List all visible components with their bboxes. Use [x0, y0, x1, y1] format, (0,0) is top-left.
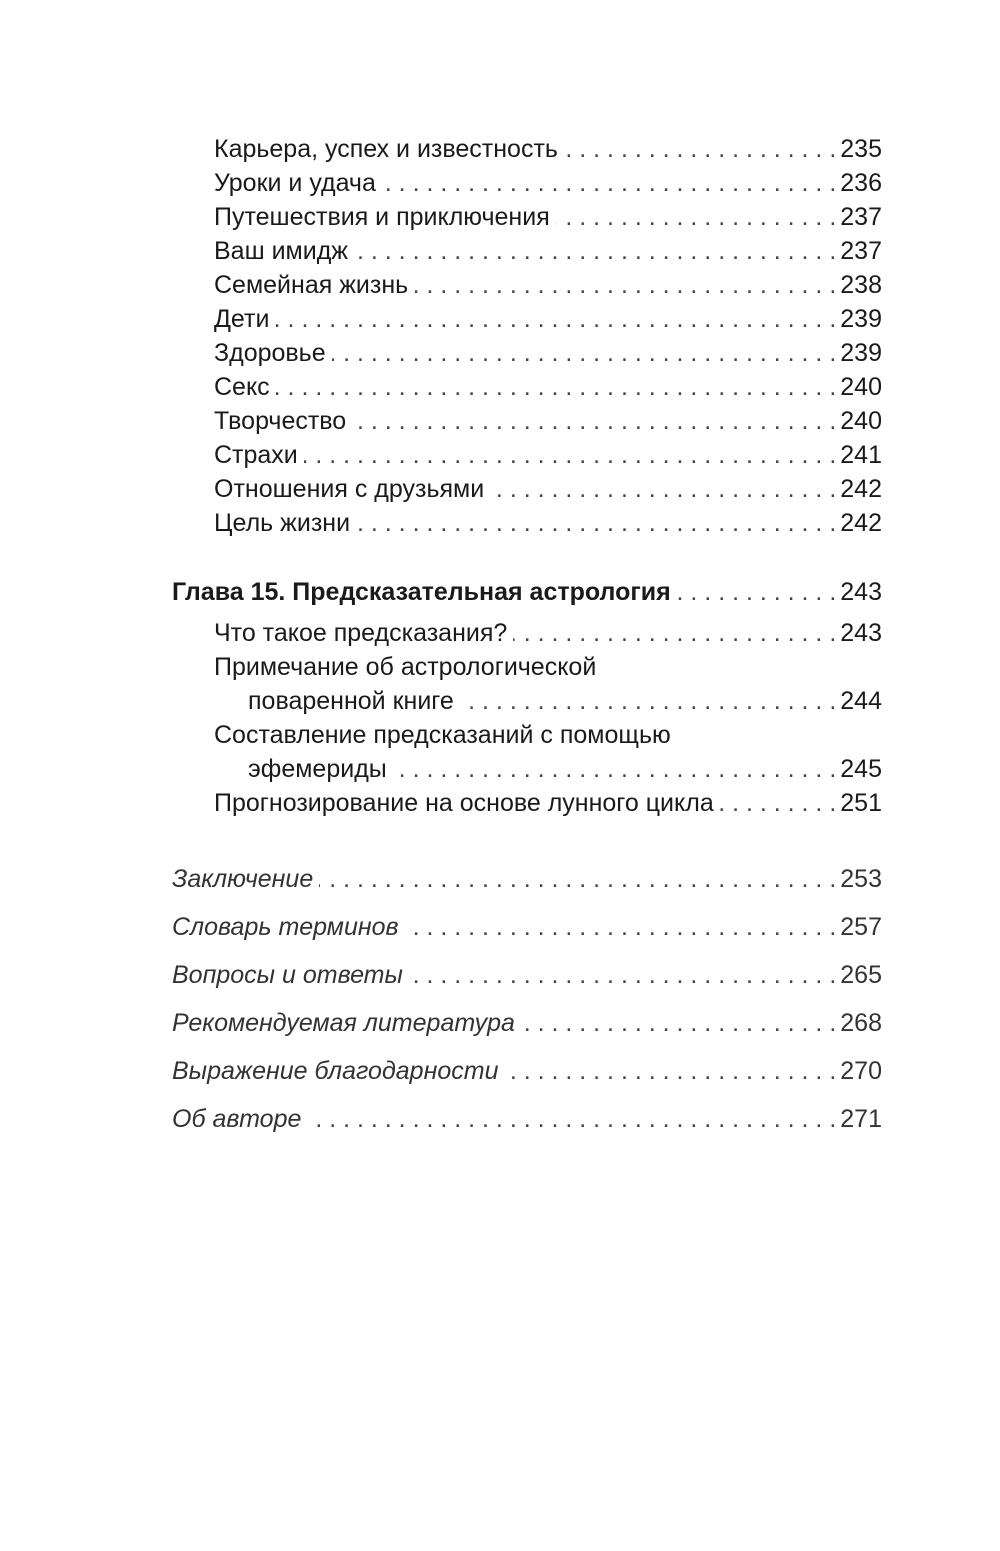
dot-leader	[304, 438, 837, 472]
toc-entry-title: Что такое предсказания?	[214, 619, 508, 647]
toc-entry-page: 238	[840, 271, 882, 299]
toc-entry[interactable]	[214, 234, 882, 268]
toc-entry-title: Здоровье	[214, 339, 326, 367]
dot-leader	[556, 200, 837, 234]
toc-entry[interactable]	[214, 438, 882, 472]
toc-entry-title: Вопросы и ответы	[172, 961, 403, 989]
dot-leader	[276, 370, 837, 404]
dot-leader	[504, 1054, 836, 1088]
toc-entry[interactable]	[214, 336, 882, 370]
toc-entry[interactable]	[214, 132, 882, 166]
toc-entry-page: 242	[840, 475, 882, 503]
toc-back-matter-entry[interactable]	[172, 1006, 882, 1040]
dot-leader	[414, 268, 836, 302]
dot-leader	[307, 1102, 836, 1136]
dot-leader	[393, 752, 837, 786]
toc-entry-first-line[interactable]: Составление предсказаний с помощью	[214, 721, 671, 749]
toc-entry-page: 237	[840, 203, 882, 231]
dot-leader	[460, 684, 837, 718]
toc-entry-title: Отношения с друзьями	[214, 475, 485, 503]
toc-entry[interactable]	[214, 786, 882, 820]
toc-entry-page: 235	[840, 135, 882, 163]
toc-back-matter-entry[interactable]	[172, 1102, 882, 1136]
toc-entry-title: Страхи	[214, 441, 298, 469]
dot-leader	[405, 910, 837, 944]
toc-entry-title: Семейная жизнь	[214, 271, 409, 299]
toc-entry[interactable]	[214, 268, 882, 302]
dot-leader	[677, 575, 837, 609]
toc-entry-page: 239	[840, 339, 882, 367]
toc-entry-page: 245	[840, 755, 882, 783]
toc-entry-page: 253	[840, 865, 882, 893]
toc-entry-title: Дети	[214, 305, 270, 333]
toc-entry-page: 244	[840, 687, 882, 715]
toc-entry-title: Заключение	[172, 865, 314, 893]
chapter-page: 243	[840, 578, 882, 606]
toc-chapter-heading[interactable]	[172, 575, 882, 609]
toc-entry-first-line[interactable]: Примечание об астрологической	[214, 653, 597, 681]
toc-entry-title: Словарь терминов	[172, 913, 399, 941]
dot-leader	[352, 404, 836, 438]
dot-leader	[319, 862, 836, 896]
toc-entry-page: 237	[840, 237, 882, 265]
dot-leader	[382, 166, 836, 200]
dot-leader	[354, 234, 836, 268]
toc-entry-page: 265	[840, 961, 882, 989]
toc-entry[interactable]	[214, 302, 882, 336]
toc-back-matter-entry[interactable]	[172, 910, 882, 944]
dot-leader	[521, 1006, 836, 1040]
chapter-title: Глава 15. Предсказательная астрология	[172, 578, 671, 606]
toc-entry[interactable]	[248, 752, 882, 786]
toc-entry-page: 239	[840, 305, 882, 333]
toc-entry-title: Путешествия и приключения	[214, 203, 550, 231]
toc-entry-page: 270	[840, 1057, 882, 1085]
dot-leader	[409, 958, 836, 992]
toc-entry[interactable]	[214, 166, 882, 200]
toc-entry[interactable]	[214, 200, 882, 234]
toc-entry-page: 241	[840, 441, 882, 469]
dot-leader	[513, 616, 836, 650]
dot-leader	[275, 302, 836, 336]
toc-entry-title: Цель жизни	[214, 509, 351, 537]
dot-leader	[332, 336, 837, 370]
toc-entry[interactable]	[214, 472, 882, 506]
toc-entry-page: 243	[840, 619, 882, 647]
toc-entry-title: эфемериды	[248, 755, 387, 783]
toc-entry-title: Рекомендуемая литература	[172, 1009, 515, 1037]
toc-entry-page: 242	[840, 509, 882, 537]
toc-entry-page: 236	[840, 169, 882, 197]
toc-entry[interactable]	[214, 506, 882, 540]
toc-entry-page: 268	[840, 1009, 882, 1037]
dot-leader	[720, 786, 837, 820]
toc-entry-title: Уроки и удача	[214, 169, 376, 197]
dot-leader	[564, 132, 836, 166]
toc-entry-title: Ваш имидж	[214, 237, 349, 265]
toc-entry-page: 271	[840, 1105, 882, 1133]
toc-entry-title: поваренной книге	[248, 687, 454, 715]
toc-entry-page: 240	[840, 373, 882, 401]
toc-entry-title: Об авторе	[172, 1105, 302, 1133]
toc-entry[interactable]	[248, 684, 882, 718]
toc-entry-title: Выражение благодарности	[172, 1057, 499, 1085]
toc-entry-page: 257	[840, 913, 882, 941]
toc-entry-page: 251	[840, 789, 882, 817]
dot-leader	[356, 506, 836, 540]
toc-back-matter-entry[interactable]	[172, 862, 882, 896]
toc-entry-title: Творчество	[214, 407, 347, 435]
toc-entry-title: Секс	[214, 373, 270, 401]
toc-back-matter-entry[interactable]	[172, 1054, 882, 1088]
toc-entry-page: 240	[840, 407, 882, 435]
dot-leader	[490, 472, 836, 506]
toc-entry[interactable]	[214, 404, 882, 438]
toc-entry[interactable]	[214, 616, 882, 650]
toc-back-matter-entry[interactable]	[172, 958, 882, 992]
toc-entry-title: Карьера, успех и известность	[214, 135, 558, 163]
toc-entry[interactable]	[214, 370, 882, 404]
toc-entry-title: Прогнозирование на основе лунного цикла	[214, 789, 714, 817]
